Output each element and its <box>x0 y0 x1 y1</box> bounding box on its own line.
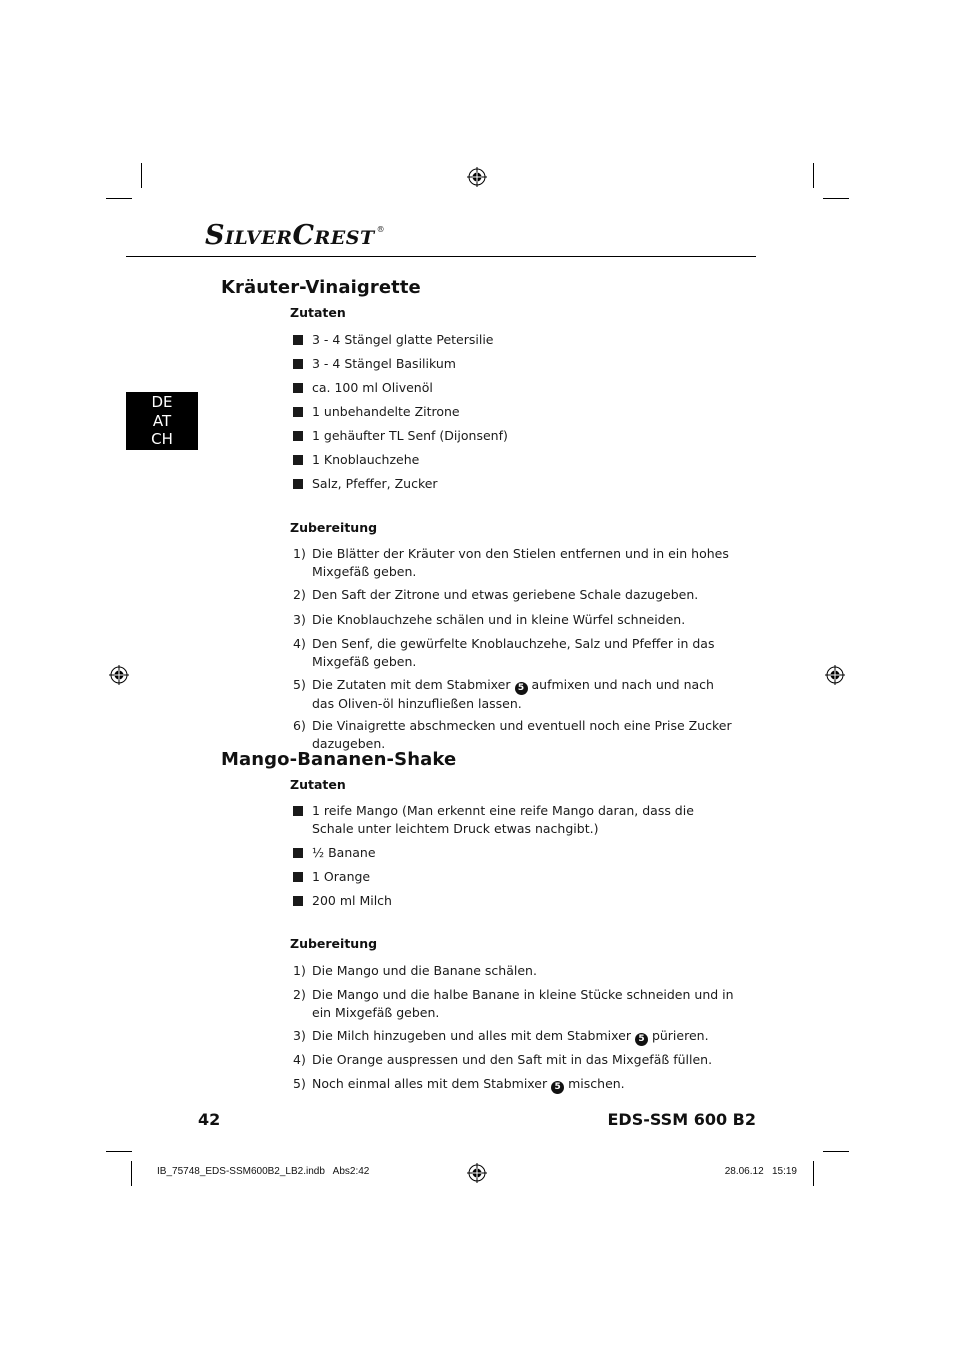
bullet-square-icon <box>293 407 303 417</box>
language-code: AT <box>152 411 172 430</box>
ingredient-item: 1 unbehandelte Zitrone <box>293 403 733 421</box>
step-item: 4) Die Orange auspressen und den Saft mit in das Mixgefäß füllen. <box>293 1052 713 1067</box>
step-item: 3) Die Knoblauchzehe schälen und in kleine Würfel schneiden. <box>293 612 686 627</box>
step-item: 3) Die Milch hinzugeben und alles mit dem Stabmixer 5 pürieren. <box>293 1028 709 1044</box>
registration-mark-icon <box>109 665 129 685</box>
recipe-title: Kräuter-Vinaigrette <box>221 277 421 298</box>
crop-mark <box>131 1161 132 1186</box>
brand-logo: SILVERCREST ® <box>205 220 386 251</box>
crop-mark <box>106 198 132 199</box>
ingredient-item: ½ Banane <box>293 844 733 862</box>
ingredient-item: Salz, Pfeffer, Zucker <box>293 475 733 493</box>
part-number-badge: 5 <box>635 1033 648 1046</box>
print-slug-date: 28.06.12 15:19 <box>724 1166 797 1177</box>
crop-mark <box>823 1151 849 1152</box>
crop-mark <box>813 163 814 188</box>
step-item: 2) Die Mango und die halbe Banane in kleine Stücke schneiden und in ein Mixgefäß geben. <box>293 987 734 1020</box>
step-item: 4) Den Senf, die gewürfelte Knoblauchzehe, Salz und Pfeffer in das Mixgefäß geben. <box>293 636 715 669</box>
step-item: 5) Die Zutaten mit dem Stabmixer 5 aufmixen und nach und nach das Oliven-öl hinzufließen lassen. <box>293 677 714 711</box>
ingredient-item: 3 - 4 Stängel Basilikum <box>293 355 733 373</box>
step-item: 2) Den Saft der Zitrone und etwas geriebene Schale dazugeben. <box>293 587 699 602</box>
ingredient-item: ca. 100 ml Olivenöl <box>293 379 733 397</box>
bullet-square-icon <box>293 455 303 465</box>
step-item: 6) Die Vinaigrette abschmecken und eventuell noch eine Prise Zucker dazugeben. <box>293 718 732 751</box>
model-number: EDS-SSM 600 B2 <box>607 1110 756 1129</box>
language-code: DE <box>151 393 173 411</box>
bullet-square-icon <box>293 359 303 369</box>
steps-heading: Zubereitung <box>290 520 378 535</box>
ingredient-item: 1 gehäufter TL Senf (Dijonsenf) <box>293 427 733 445</box>
ingredient-item: 1 Orange <box>293 868 733 886</box>
ingredient-item: 200 ml Milch <box>293 892 733 910</box>
steps-heading: Zubereitung <box>290 936 378 951</box>
crop-mark <box>813 1161 814 1186</box>
recipe-title: Mango-Bananen-Shake <box>221 749 457 770</box>
bullet-square-icon <box>293 872 303 882</box>
bullet-square-icon <box>293 383 303 393</box>
step-item: 5) Noch einmal alles mit dem Stabmixer 5 mischen. <box>293 1076 625 1092</box>
registration-mark-icon <box>467 1163 487 1183</box>
bullet-square-icon <box>293 431 303 441</box>
print-slug-file: IB_75748_EDS-SSM600B2_LB2.indb Abs2:42 <box>157 1166 370 1177</box>
header-rule <box>126 256 756 257</box>
crop-mark <box>141 163 142 188</box>
part-number-badge: 5 <box>515 682 528 695</box>
ingredient-item: 1 Knoblauchzehe <box>293 451 733 469</box>
language-tab <box>126 392 198 450</box>
step-item: 1) Die Mango und die Banane schälen. <box>293 963 537 978</box>
bullet-square-icon <box>293 896 303 906</box>
page-number: 42 <box>198 1110 221 1129</box>
step-item: 1) Die Blätter der Kräuter von den Stielen entfernen und in ein hohes Mixgefäß geben. <box>293 546 729 579</box>
bullet-square-icon <box>293 848 303 858</box>
crop-mark <box>106 1151 132 1152</box>
language-code: CH <box>151 430 173 448</box>
bullet-square-icon <box>293 806 303 816</box>
ingredient-item: 3 - 4 Stängel glatte Petersilie <box>293 331 733 349</box>
ingredients-heading: Zutaten <box>290 777 346 792</box>
registration-mark-icon <box>467 167 487 187</box>
part-number-badge: 5 <box>551 1081 564 1094</box>
ingredients-heading: Zutaten <box>290 305 346 320</box>
bullet-square-icon <box>293 479 303 489</box>
crop-mark <box>823 198 849 199</box>
ingredient-item: 1 reife Mango (Man erkennt eine reife Mango daran, dass die Schale unter leichtem Druck etwas nachgibt.) <box>293 802 733 838</box>
bullet-square-icon <box>293 335 303 345</box>
registration-mark-icon <box>825 665 845 685</box>
